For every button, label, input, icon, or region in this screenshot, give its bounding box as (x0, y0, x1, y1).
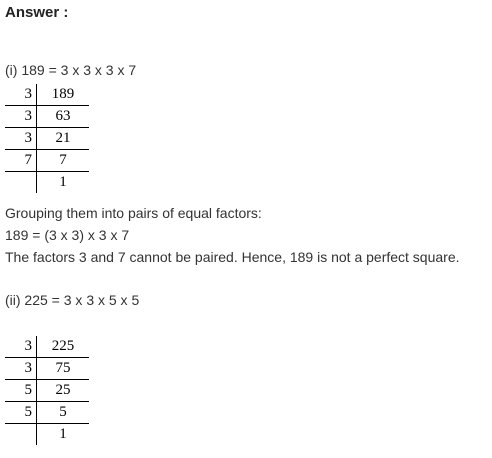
divisor-cell (5, 424, 37, 446)
division-row (5, 358, 89, 380)
answer-heading: Answer : (5, 4, 69, 21)
dividend-cell: 25 (37, 380, 90, 402)
divisor-cell: 5 (5, 402, 37, 424)
divisor-cell: 3 (5, 358, 37, 380)
part1-conclusion: The factors 3 and 7 cannot be paired. Hence, 189 is not a perfect square. (5, 249, 460, 265)
division-row (5, 128, 89, 150)
dividend-cell: 189 (37, 84, 90, 106)
division-row (5, 336, 89, 358)
dividend-cell: 63 (37, 106, 90, 128)
division-row (5, 424, 89, 446)
division-row (5, 84, 89, 106)
dividend-cell: 5 (37, 402, 90, 424)
dividend-cell: 225 (37, 336, 90, 358)
division-row (5, 150, 89, 172)
part1-division-table (5, 84, 89, 193)
part1-statement: (i) 189 = 3 x 3 x 3 x 7 (5, 62, 137, 78)
division-row (5, 402, 89, 424)
dividend-cell: 75 (37, 358, 90, 380)
division-row (5, 172, 89, 194)
part2-division-table (5, 336, 89, 445)
grouping-expression: 189 = (3 x 3) x 3 x 7 (5, 227, 130, 243)
divisor-cell: 3 (5, 336, 37, 358)
division-row (5, 106, 89, 128)
divisor-cell: 7 (5, 150, 37, 172)
divisor-cell: 5 (5, 380, 37, 402)
divisor-cell (5, 172, 37, 194)
dividend-cell: 7 (37, 150, 90, 172)
dividend-cell: 21 (37, 128, 90, 150)
grouping-text: Grouping them into pairs of equal factors: (5, 205, 262, 221)
divisor-cell: 3 (5, 106, 37, 128)
part2-statement: (ii) 225 = 3 x 3 x 5 x 5 (5, 292, 140, 308)
division-row (5, 380, 89, 402)
dividend-cell: 1 (59, 174, 67, 190)
divisor-cell: 3 (5, 128, 37, 150)
dividend-cell: 1 (59, 426, 67, 442)
divisor-cell: 3 (5, 84, 37, 106)
